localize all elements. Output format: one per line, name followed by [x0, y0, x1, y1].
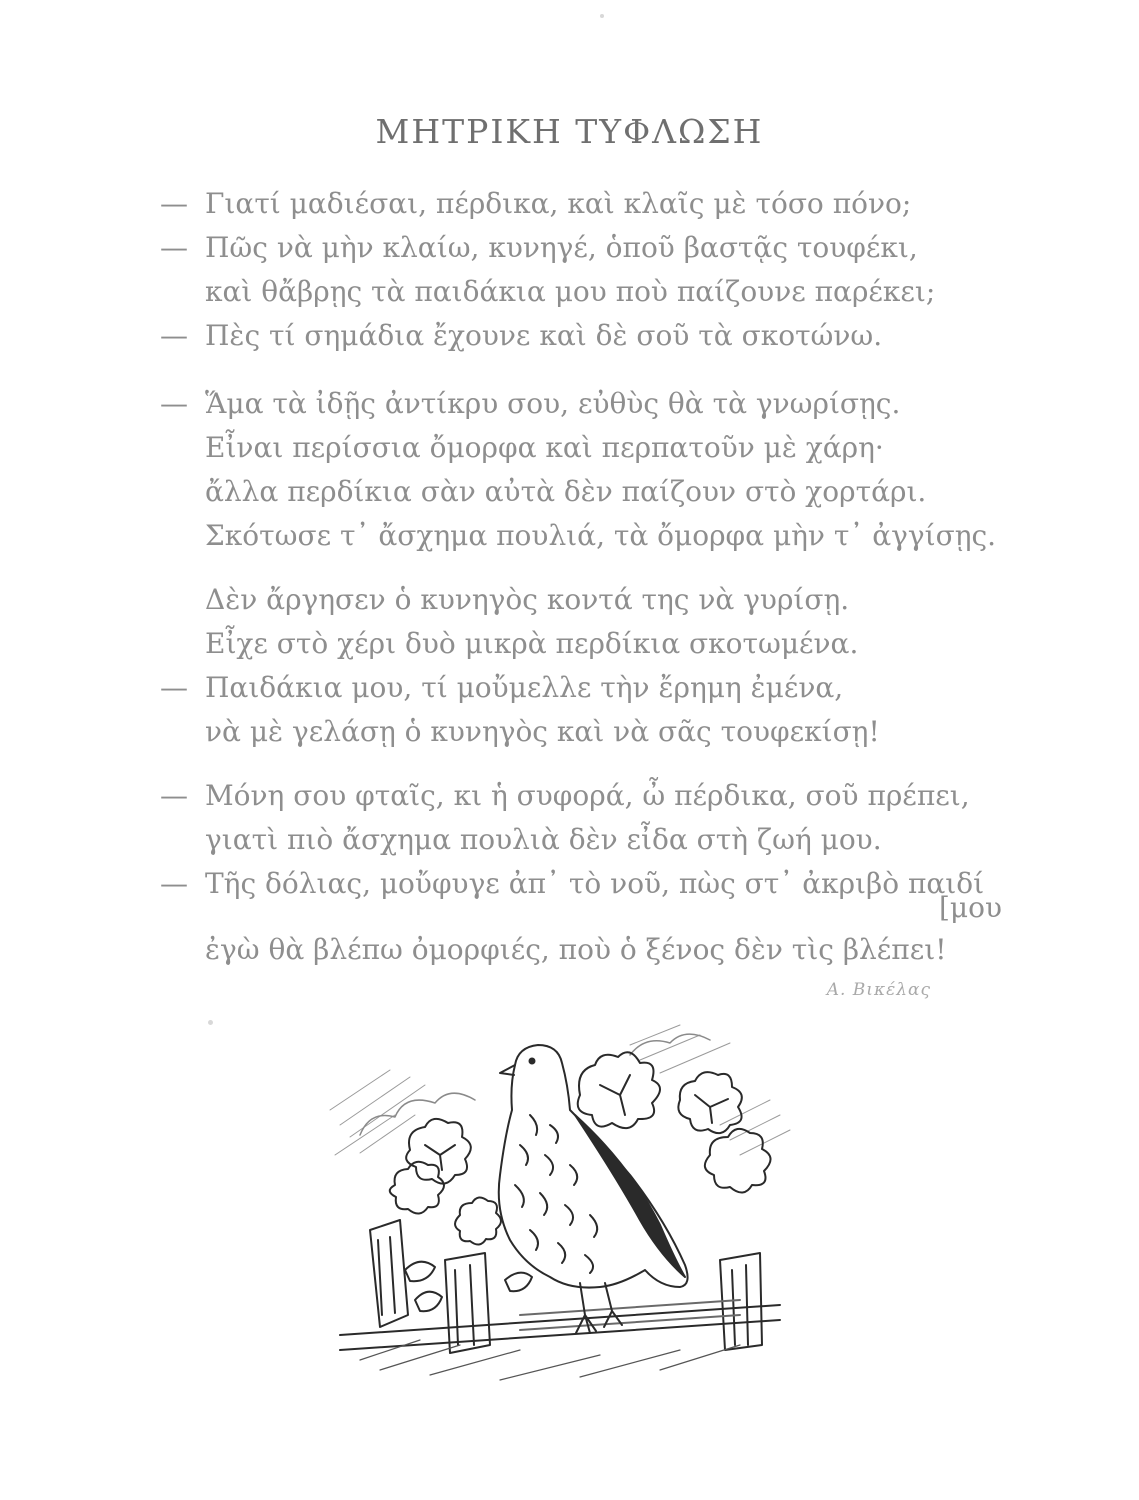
line-text: Εἶναι περίσσια ὄμορφα καὶ περπατοῦν μὲ χάρη·	[205, 431, 884, 464]
ground-hatching	[360, 1340, 740, 1380]
partridge-on-fence-illustration	[300, 1015, 800, 1395]
dialogue-dash: —	[160, 867, 188, 900]
line-text: νὰ μὲ γελάσῃ ὁ κυνηγὸς καὶ νὰ σᾶς τουφεκίσῃ!	[205, 715, 880, 748]
poem-line	[205, 472, 926, 512]
line-text: ἐγὼ θὰ βλέπω ὀμορφιές, ποὺ ὁ ξένος δὲν τὶς βλέπει!	[205, 933, 947, 966]
poem-line	[205, 820, 882, 860]
dialogue-dash: —	[160, 779, 188, 812]
line-text: ἄλλα περδίκια σὰν αὐτὰ δὲν παίζουν στὸ χορτάρι.	[205, 475, 927, 508]
poem-line	[205, 580, 849, 620]
poem-line	[160, 864, 984, 904]
line-text: γιατὶ πιὸ ἄσχημα πουλιὰ δὲν εἶδα στὴ ζωή μου.	[205, 823, 882, 856]
scan-speck	[208, 1020, 213, 1025]
poem-line	[160, 184, 911, 224]
poem-line	[160, 384, 900, 424]
line-text: καὶ θἄβρῃς τὰ παιδάκια μου ποὺ παίζουνε παρέκει;	[205, 275, 936, 308]
line-text: Πὲς τί σημάδια ἔχουνε καὶ δὲ σοῦ τὰ σκοτώνω.	[205, 319, 883, 352]
line-text: Ἅμα τὰ ἰδῇς ἀντίκρυ σου, εὐθὺς θὰ τὰ γνωρίσῃς.	[205, 387, 901, 420]
poem-line	[160, 776, 970, 816]
dialogue-dash: —	[160, 319, 188, 352]
line-text: Πῶς νὰ μὴν κλαίω, κυνηγέ, ὁποῦ βαστᾷς τουφέκι,	[205, 231, 918, 264]
poem-line	[205, 624, 858, 664]
line-text: Παιδάκια μου, τί μοὔμελλε τὴν ἔρημη ἐμένα,	[205, 671, 844, 704]
poem-line	[205, 712, 880, 752]
poem-line	[160, 668, 843, 708]
scan-speck	[600, 14, 604, 18]
dialogue-dash: —	[160, 671, 188, 704]
dialogue-dash: —	[160, 387, 188, 420]
poem-line	[160, 316, 882, 356]
poem-line	[205, 272, 935, 312]
poem-line	[205, 428, 884, 468]
line-text: Τῆς δόλιας, μοὔφυγε ἀπ᾿ τὸ νοῦ, πὼς στ᾿ ἀκριβὸ παιδί	[205, 867, 985, 900]
poem-line	[205, 930, 946, 970]
poem-author: Α. Βικέλας	[826, 980, 931, 1000]
line-text: Γιατί μαδιέσαι, πέρδικα, καὶ κλαῖς μὲ τόσο πόνο;	[205, 187, 912, 220]
line-text: Εἶχε στὸ χέρι δυὸ μικρὰ περδίκια σκοτωμένα.	[205, 627, 859, 660]
poem-line	[160, 228, 918, 268]
line-text: Μόνη σου φταῖς, κι ἡ συφορά, ὦ πέρδικα, σοῦ πρέπει,	[205, 779, 970, 812]
line-continuation: [μου	[939, 891, 1002, 924]
dialogue-dash: —	[160, 231, 188, 264]
poem-title: ΜΗΤΡΙΚΗ ΤΥΦΛΩΣΗ	[375, 112, 764, 151]
line-text: Σκότωσε τ᾿ ἄσχημα πουλιά, τὰ ὄμορφα μὴν τ᾿ ἀγγίσῃς.	[205, 519, 997, 552]
dialogue-dash: —	[160, 187, 188, 220]
line-text: Δὲν ἄργησεν ὁ κυνηγὸς κοντά της νὰ γυρίσῃ.	[205, 583, 850, 616]
poem-line	[205, 516, 996, 556]
